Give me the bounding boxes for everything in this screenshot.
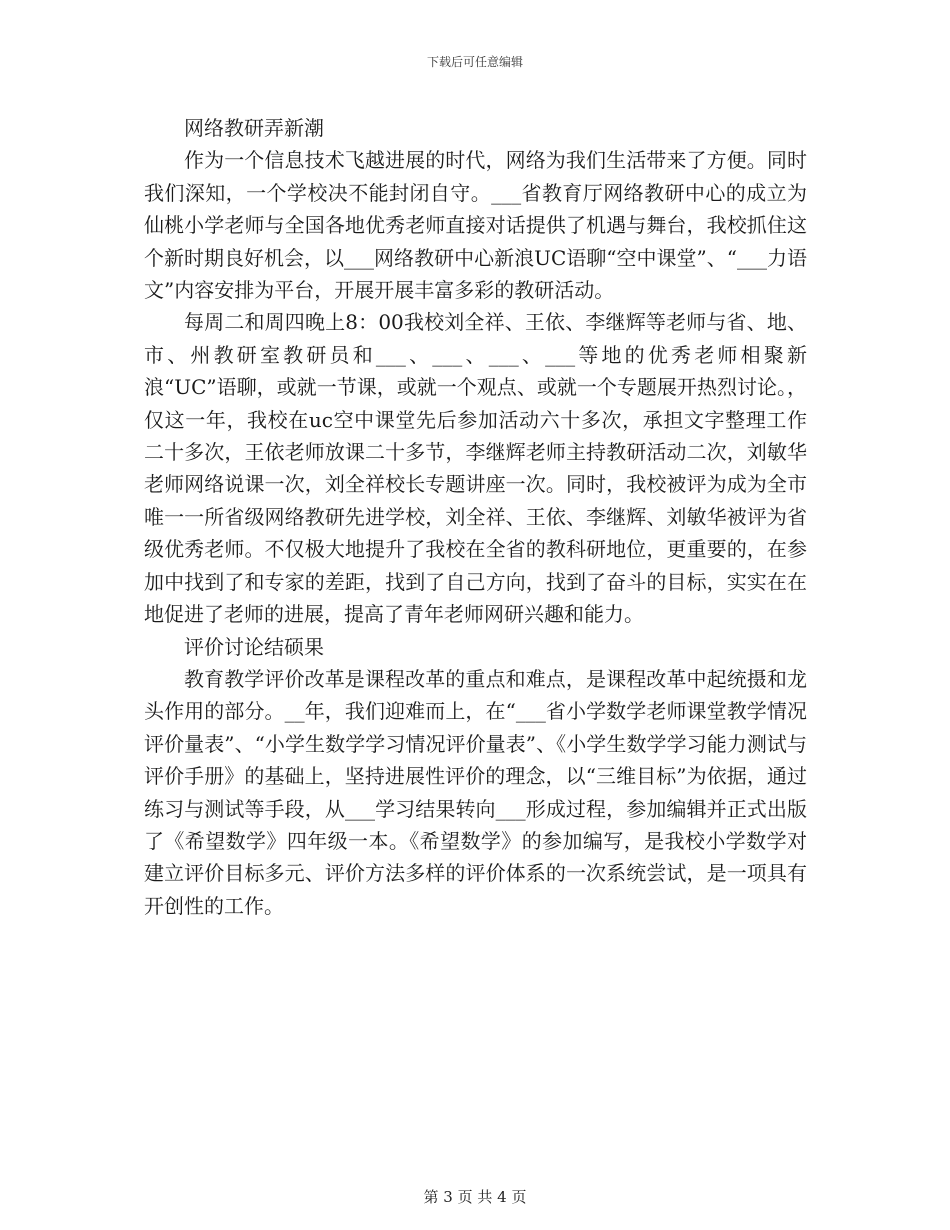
- section-heading-network-research: 网络教研弄新潮: [184, 116, 324, 140]
- paragraph-uc-activities: 每周二和周四晚上8：00我校刘全祥、王依、李继辉等老师与省、地、市、州教研室教研员和___、___、___、___等地的优秀老师相聚新浪“UC”语聊，或就一节课，或就一个观点、或就一个专题展开热烈讨论。，仅这一年，我校在uc空中课堂先后参加活动六十多次，承担文字整理工作二十多次，王依老师放课二十多节，李继辉老师主持教研活动二次，刘敏华老师网络说课一次，刘全祥校长专题讲座一次。同时，我校被评为成为全市唯一一所省级网络教研先进学校，刘全祥、王依、李继辉、刘敏华被评为省级优秀老师。不仅极大地提升了我校在全省的教科研地位，更重要的，在参加中找到了和专家的差距，找到了自己方向，找到了奋斗的目标，实实在在地促进了老师的进展，提高了青年老师网研兴趣和能力。: [144, 310, 807, 627]
- paragraph-evaluation-reform: 教育教学评价改革是课程改革的重点和难点，是课程改革中起统摄和龙头作用的部分。__年，我们迎难而上，在“___省小学数学老师课堂教学情况评价量表”、“小学生数学学习情况评价量表”、《小学生数学学习能力测试与评价手册》的基础上，坚持进展性评价的理念，以“三维目标”为依据，通过练习与测试等手段，从___学习结果转向___形成过程，参加编辑并正式出版了《希望数学》四年级一本。《希望数学》的参加编写，是我校小学数学对建立评价目标多元、评价方法多样的评价体系的一次系统尝试，是一项具有开创性的工作。: [144, 666, 807, 918]
- page-footer: 第 3 页 共 4 页: [423, 1188, 527, 1206]
- page-header: 下载后可任意编辑: [426, 55, 523, 69]
- document-body: [144, 112, 807, 922]
- paragraph-network-intro: 作为一个信息技术飞越进展的时代，网络为我们生活带来了方便。同时我们深知，一个学校决不能封闭自守。___省教育厅网络教研中心的成立为仙桃小学老师与全国各地优秀老师直接对话提供了机遇与舞台，我校抓住这个新时期良好机会，以___网络教研中心新浪UC语聊“空中课堂”、“___力语文”内容安排为平台，开展开展丰富多彩的教研活动。: [144, 148, 807, 303]
- section-heading-evaluation: 评价讨论结硕果: [184, 634, 324, 659]
